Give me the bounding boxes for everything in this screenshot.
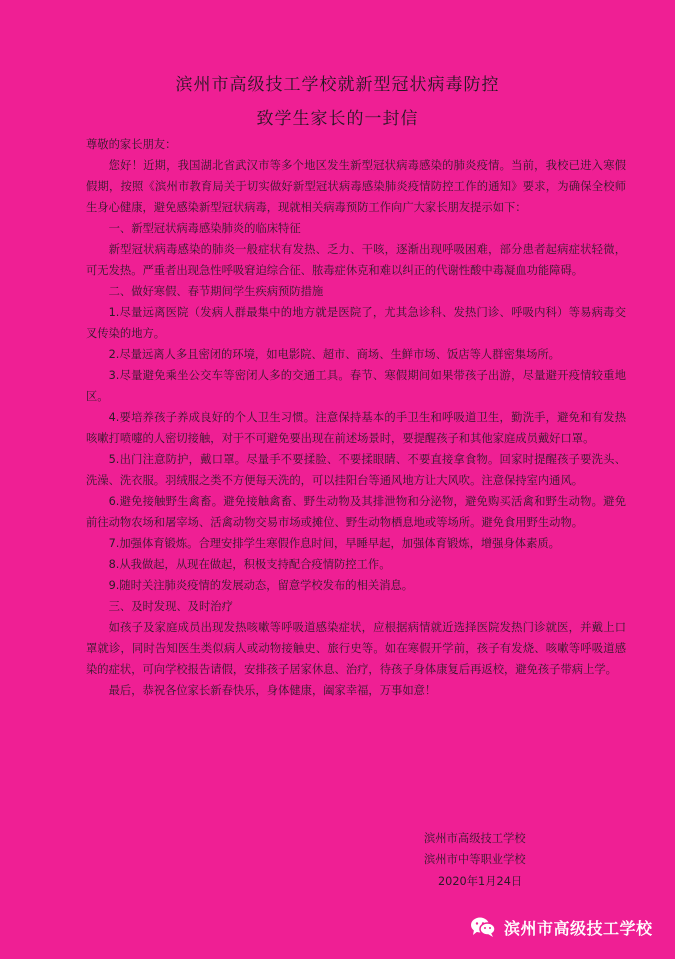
watermark-text: 滨州市高级技工学校 (504, 918, 653, 938)
letter-title-line2: 致学生家长的一封信 (256, 109, 419, 129)
measure-item-2: 2.尽量远离人多且密闭的环境，如电影院、超市、商场、生鲜市场、饭店等人群密集场所。 (108, 348, 560, 361)
signature-school1: 滨州市高级技工学校 (424, 832, 526, 845)
wechat-watermark (470, 912, 653, 942)
measure-item-3: 3.尽量避免乘坐公交车等密闭人多的交通工具。春节、寒假期间如果带孩子出游，尽量避开疫情较重地区。 (86, 369, 626, 403)
measure-item-1: 1.尽量远离医院（发病人群最集中的地方就是医院了，尤其急诊科、发热门诊、呼吸内科）等易病毒交叉传染的地方。 (86, 306, 626, 340)
measure-item-7: 7.加强体育锻炼。合理安排学生寒假作息时间，早睡早起，加强体育锻炼，增强身体素质。 (108, 537, 560, 550)
letter-title-line1: 滨州市高级技工学校就新型冠状病毒防控 (175, 75, 500, 95)
signature-date: 2020年1月24日 (438, 875, 523, 888)
salutation: 尊敬的家长朋友： (86, 138, 177, 151)
measure-item-6: 6.避免接触野生禽畜。避免接触禽畜、野生动物及其排泄物和分泌物，避免购买活禽和野生动物。避免前往动物农场和屠宰场、活禽动物交易市场或摊位、野生动物栖息地或等场所。避免食用野生动物。 (86, 495, 626, 529)
paragraph-symptoms: 新型冠状病毒感染的肺炎一般症状有发热、乏力、干咳，逐渐出现呼吸困难，部分患者起病症状轻微，可无发热。严重者出现急性呼吸窘迫综合征、脓毒症休克和难以纠正的代谢性酸中毒凝血功能障碍。 (86, 243, 626, 277)
signature-school2: 滨州市中等职业学校 (424, 853, 526, 866)
paragraph-treatment: 如孩子及家庭成员出现发热咳嗽等呼吸道感染症状，应根据病情就近选择医院发热门诊就医，并戴上口罩就诊，同时告知医生类似病人或动物接触史、旅行史等。如在寒假开学前，孩子有发烧、咳嗽等呼吸道感染的症状，可向学校报告请假，安排孩子居家休息、治疗，待孩子身体康复后再返校，避免孩子带病上学。 (86, 621, 626, 676)
section-heading-2: 二、做好寒假、春节期间学生疾病预防措施 (108, 285, 324, 298)
wechat-icon (470, 916, 496, 938)
letter-body (86, 134, 626, 701)
measure-item-4: 4.要培养孩子养成良好的个人卫生习惯。注意保持基本的手卫生和呼吸道卫生，勤洗手，避免和有发热咳嗽打喷嚏的人密切接触，对于不可避免要出现在前述场景时，要提醒孩子和其他家庭成员戴好口罩。 (86, 411, 626, 445)
section-heading-3: 三、及时发现、及时治疗 (108, 600, 233, 613)
paragraph-closing: 最后，恭祝各位家长新春快乐，身体健康，阖家幸福，万事如意！ (108, 684, 437, 697)
measure-item-5: 5.出门注意防护，戴口罩。尽量手不要揉脸、不要揉眼睛、不要直接拿食物。回家时提醒孩子要洗头、洗澡、洗衣服。羽绒服之类不方便每天洗的，可以挂阳台等通风地方让大风吹。注意保持室内通风。 (86, 453, 626, 487)
paragraph-intro: 您好！近期，我国湖北省武汉市等多个地区发生新型冠状病毒感染的肺炎疫情。当前，我校已进入寒假假期，按照《滨州市教育局关于切实做好新型冠状病毒感染肺炎疫情防控工作的通知》要求，为确保全校师生身心健康，避免感染新型冠状病毒，现就相关病毒预防工作向广大家长朋友提示如下： (86, 159, 626, 214)
section-heading-1: 一、新型冠状病毒感染肺炎的临床特征 (108, 222, 301, 235)
measure-item-8: 8.从我做起，从现在做起，积极支持配合疫情防控工作。 (108, 558, 391, 571)
measure-item-9: 9.随时关注肺炎疫情的发展动态，留意学校发布的相关消息。 (108, 579, 414, 592)
